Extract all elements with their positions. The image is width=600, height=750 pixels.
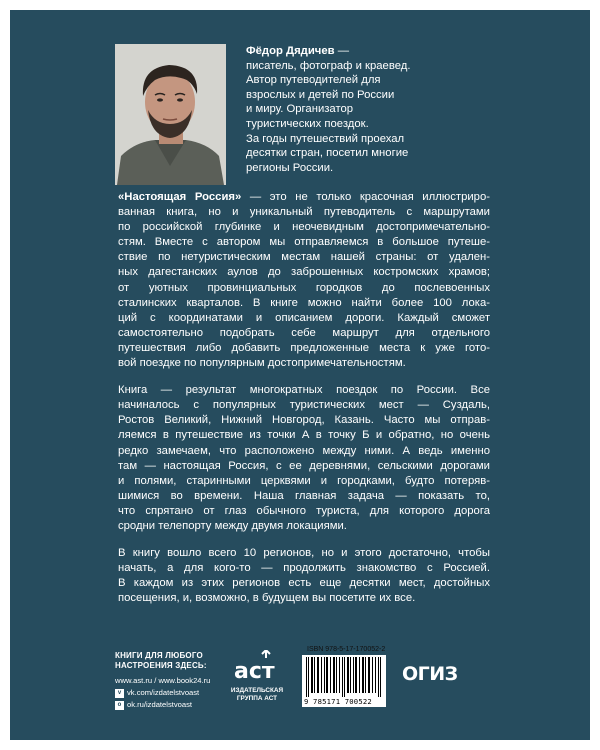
text-line: ляемся в путешествие из точки А в точку Б и обратно, но очень [118, 429, 490, 442]
promo-title-line: НАСТРОЕНИЯ ЗДЕСЬ: [115, 661, 207, 670]
author-bio-line: писатель, фотограф и краевед. [246, 59, 411, 72]
vk-link[interactable] [115, 688, 199, 698]
book-title-lead: «Настоящая Россия» [118, 191, 242, 203]
text-line: по российской глубинке и неочевидным достопримечательно- [118, 221, 490, 234]
barcode-digits: 9 785171 700522 [304, 697, 372, 706]
text-line: вой поездке по популярным достопримечательностям. [118, 357, 406, 370]
author-bio-line: Фёдор Дядичев — [246, 45, 350, 57]
author-name: Фёдор Дядичев [246, 45, 335, 57]
description-paragraph-1 [118, 190, 490, 371]
ogiz-logo: ОГИЗ [402, 663, 458, 685]
text-line: что спрятано от глаз обычного туриста, для которого дорога [118, 504, 490, 517]
vk-icon: v [115, 689, 124, 698]
text-line: начать, а для кого-то — продолжить знакомство с Россией. [118, 562, 490, 575]
author-bio-line: туристических поездок. [246, 117, 369, 130]
author-bio-line: десятки стран, посетил многие [246, 147, 409, 160]
description-paragraph-3 [118, 546, 490, 606]
author-bio [246, 44, 486, 175]
promo-title-line: КНИГИ ДЛЯ ЛЮБОГО [115, 651, 203, 660]
author-bio-line: взрослых и детей по России [246, 88, 395, 101]
text-line: там — настоящая Россия, с ее деревнями, сельскими дорогами [118, 459, 490, 472]
ast-logo-text: аст [234, 659, 275, 684]
text-line: самостоятельно подобрать себе маршрут для отдельного [118, 326, 490, 339]
text-line: Книга — результат многократных поездок по России. Все [118, 384, 490, 397]
author-portrait-image [115, 44, 226, 185]
text-line: ванная книга, но и уникальный путеводитель с маршрутами [118, 206, 490, 219]
promo-title [115, 651, 235, 671]
text-line: сродни телепорту между двумя локациями. [118, 519, 347, 532]
author-bio-line: регионы России. [246, 161, 334, 174]
vk-link-text: vk.com/izdatelstvoast [127, 688, 200, 697]
text-line: стям. Вместе с автором мы отправляемся в большое путеше- [118, 236, 490, 249]
ok-link[interactable] [115, 700, 192, 710]
text-line: начиналось с популярных туристических мест — Суздаль, [118, 399, 490, 412]
ast-caption [222, 687, 292, 703]
text-line: путешествия либо добавить предложенные места к уже гото- [118, 341, 490, 354]
ok-link-text: ok.ru/izdatelstvoast [127, 700, 192, 709]
author-photo [115, 44, 226, 185]
text-line: В каждом из этих регионов есть еще десятки мест, достойных [118, 577, 490, 590]
isbn: ISBN 978-5-17-170052-2 [307, 646, 386, 653]
text-line: сталинских кварталов. В книге можно найти более 100 лока- [118, 296, 490, 309]
text-line: ных дагестанских аулов до заброшенных костромских храмов; [118, 266, 490, 279]
ast-caption-line: ГРУППА АСТ [236, 695, 278, 702]
ok-icon: o [115, 701, 124, 710]
author-bio-line: Автор путеводителей для [246, 74, 381, 87]
text-line: Ростов Великий, Нижний Новгород, Казань. Часто мы отправ- [118, 414, 490, 427]
publisher-websites[interactable]: www.ast.ru / www.book24.ru [115, 676, 211, 685]
description-paragraph-2 [118, 383, 490, 534]
text-line: В книгу вошло всего 10 регионов, но и этого достаточно, чтобы [118, 547, 490, 560]
text-line: ствие по нетуристическим местам нашей страны: от удален- [118, 251, 490, 264]
author-bio-line: и миру. Организатор [246, 103, 354, 116]
text-line: и полями, старинными церквями и городками, будто потеряв- [118, 474, 490, 487]
author-bio-line: За годы путешествий проехал [246, 132, 405, 145]
text-line: «Настоящая Россия» — это не только красочная иллюстриро- [118, 191, 490, 203]
text-line: шимися во времени. Наша главная задача — показать то, [118, 489, 490, 502]
ast-logo [230, 650, 278, 686]
text-line: редко замечаем, что расположено между ними. А ведь именно [118, 444, 490, 457]
book-description [118, 190, 490, 618]
text-line: от уютных провинциальных городков до послевоенных [118, 281, 490, 294]
text-line: ций с координатами и описанием дороги. Каждый сможет [118, 311, 490, 324]
text-line: посещения, и, возможно, в будущем вы посетите их все. [118, 592, 416, 605]
ast-caption-line: ИЗДАТЕЛЬСКАЯ [230, 687, 284, 694]
